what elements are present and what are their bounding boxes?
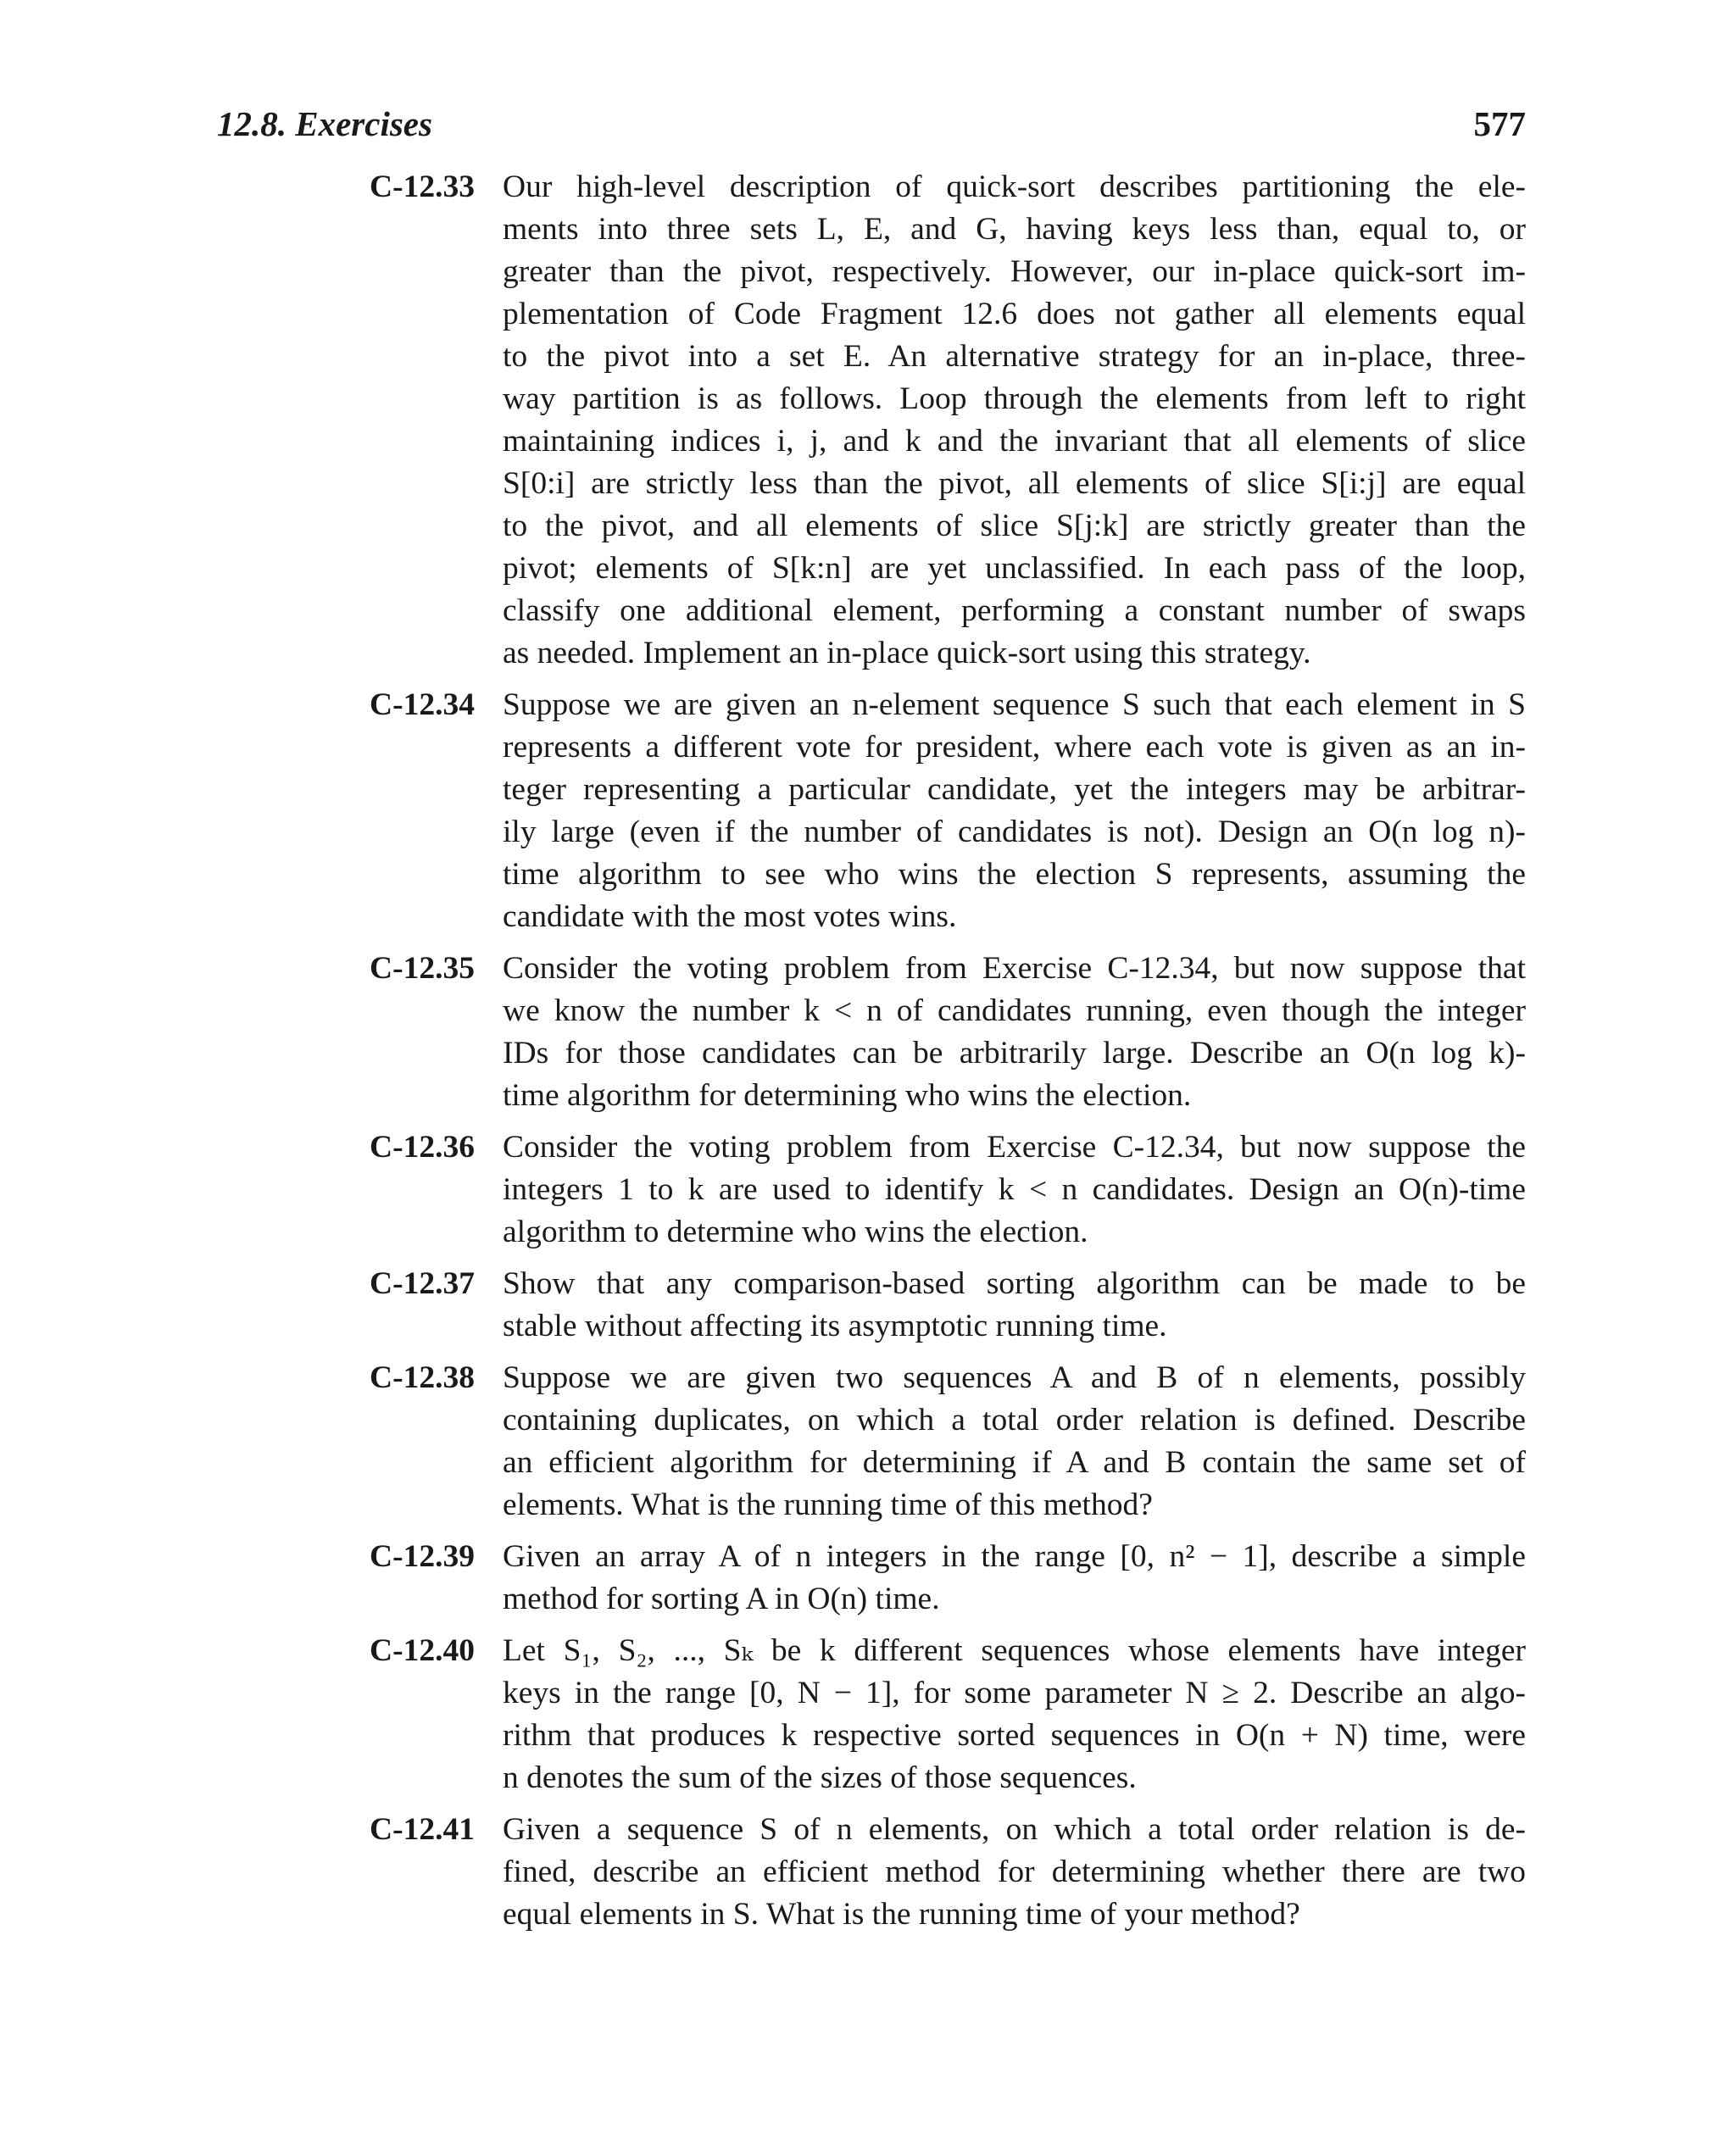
text-line: to the pivot into a set E. An alternative strategy for an in-place, three- — [503, 339, 1526, 374]
text-line: Consider the voting problem from Exercise C-12.34, but now suppose that — [503, 951, 1526, 986]
text-line: keys in the range [0, N − 1], for some parameter N ≥ 2. Describe an algo- — [503, 1676, 1526, 1710]
text-line: IDs for those candidates can be arbitrarily large. Describe an O(n log k)- — [503, 1036, 1526, 1070]
exercise-label: C-12.37 — [370, 1266, 475, 1301]
exercise-c-12-35 — [370, 948, 1526, 1117]
exercise-text — [503, 1536, 1526, 1621]
exercise-c-12-38 — [370, 1357, 1526, 1527]
text-line: candidate with the most votes wins. — [503, 899, 957, 934]
text-line: greater than the pivot, respectively. However, our in-place quick-sort im- — [503, 254, 1526, 289]
exercise-c-12-36 — [370, 1126, 1526, 1254]
exercise-text — [503, 1126, 1526, 1254]
text-line: n denotes the sum of the sizes of those sequences. — [503, 1760, 1137, 1795]
text-line: to the pivot, and all elements of slice S[j:k] are strictly greater than the — [503, 509, 1526, 543]
page-number: 577 — [1473, 104, 1526, 143]
text-line: Our high-level description of quick-sort describes partitioning the ele- — [503, 170, 1526, 204]
text-line: Consider the voting problem from Exercise C-12.34, but now suppose the — [503, 1130, 1526, 1165]
text-line: stable without affecting its asymptotic running time. — [503, 1309, 1167, 1343]
exercise-c-12-40 — [370, 1630, 1526, 1799]
exercise-c-12-33 — [370, 166, 1526, 675]
text-line: Suppose we are given two sequences A and B of n elements, possibly — [503, 1360, 1526, 1395]
text-line: time algorithm to see who wins the election S represents, assuming the — [503, 857, 1526, 892]
exercise-list — [370, 166, 1526, 1945]
text-line: Given an array A of n integers in the range [0, n² − 1], describe a simple — [503, 1539, 1526, 1574]
exercise-text — [503, 948, 1526, 1117]
text-line: Show that any comparison-based sorting algorithm can be made to be — [503, 1266, 1526, 1301]
text-line: ments into three sets L, E, and G, having keys less than, equal to, or — [503, 212, 1526, 247]
running-head — [217, 100, 1526, 147]
exercise-label: C-12.33 — [370, 170, 475, 204]
text-line: we know the number k < n of candidates running, even though the integer — [503, 993, 1526, 1028]
exercise-text — [503, 166, 1526, 675]
text-line: S[0:i] are strictly less than the pivot, all elements of slice S[i:j] are equal — [503, 466, 1526, 501]
text-line: containing duplicates, on which a total order relation is defined. Describe — [503, 1403, 1526, 1438]
text-line: equal elements in S. What is the running time of your method? — [503, 1897, 1300, 1932]
text-line: Let S₁, S₂, ..., Sₖ be k different sequences whose elements have integer — [503, 1633, 1526, 1668]
text-line: plementation of Code Fragment 12.6 does not gather all elements equal — [503, 297, 1526, 331]
text-line: integers 1 to k are used to identify k < n candidates. Design an O(n)-time — [503, 1172, 1526, 1207]
text-line: way partition is as follows. Loop through the elements from left to right — [503, 381, 1526, 416]
exercise-label: C-12.34 — [370, 687, 475, 722]
exercise-text — [503, 1809, 1526, 1936]
text-line: as needed. Implement an in-place quick-sort using this strategy. — [503, 636, 1311, 670]
text-line: represents a different vote for president, where each vote is given as an in- — [503, 730, 1526, 765]
text-line: rithm that produces k respective sorted sequences in O(n + N) time, were — [503, 1718, 1526, 1753]
text-line: algorithm to determine who wins the election. — [503, 1215, 1088, 1249]
text-line: teger representing a particular candidate, yet the integers may be arbitrar- — [503, 772, 1526, 807]
exercise-label: C-12.41 — [370, 1812, 475, 1847]
exercise-text — [503, 1357, 1526, 1527]
exercise-c-12-34 — [370, 684, 1526, 938]
text-line: elements. What is the running time of this method? — [503, 1488, 1153, 1522]
text-line: Given a sequence S of n elements, on which a total order relation is de- — [503, 1812, 1526, 1847]
exercise-c-12-41 — [370, 1809, 1526, 1936]
exercise-c-12-37 — [370, 1263, 1526, 1348]
exercise-text — [503, 1263, 1526, 1348]
section-title: 12.8. Exercises — [217, 104, 432, 143]
text-line: time algorithm for determining who wins the election. — [503, 1078, 1192, 1113]
text-line: ily large (even if the number of candidates is not). Design an O(n log n)- — [503, 815, 1526, 849]
text-line: classify one additional element, performing a constant number of swaps — [503, 593, 1526, 628]
text-line: maintaining indices i, j, and k and the invariant that all elements of slice — [503, 424, 1526, 459]
text-line: Suppose we are given an n-element sequence S such that each element in S — [503, 687, 1526, 722]
exercise-c-12-39 — [370, 1536, 1526, 1621]
exercise-text — [503, 684, 1526, 938]
exercise-label: C-12.36 — [370, 1130, 475, 1165]
text-line: an efficient algorithm for determining if A and B contain the same set of — [503, 1445, 1526, 1480]
text-line: method for sorting A in O(n) time. — [503, 1582, 940, 1616]
text-line: fined, describe an efficient method for determining whether there are two — [503, 1855, 1526, 1889]
exercise-label: C-12.35 — [370, 951, 475, 986]
exercise-text — [503, 1630, 1526, 1799]
exercise-label: C-12.40 — [370, 1633, 475, 1668]
text-line: pivot; elements of S[k:n] are yet unclassified. In each pass of the loop, — [503, 551, 1526, 586]
exercise-label: C-12.38 — [370, 1360, 475, 1395]
exercise-label: C-12.39 — [370, 1539, 475, 1574]
